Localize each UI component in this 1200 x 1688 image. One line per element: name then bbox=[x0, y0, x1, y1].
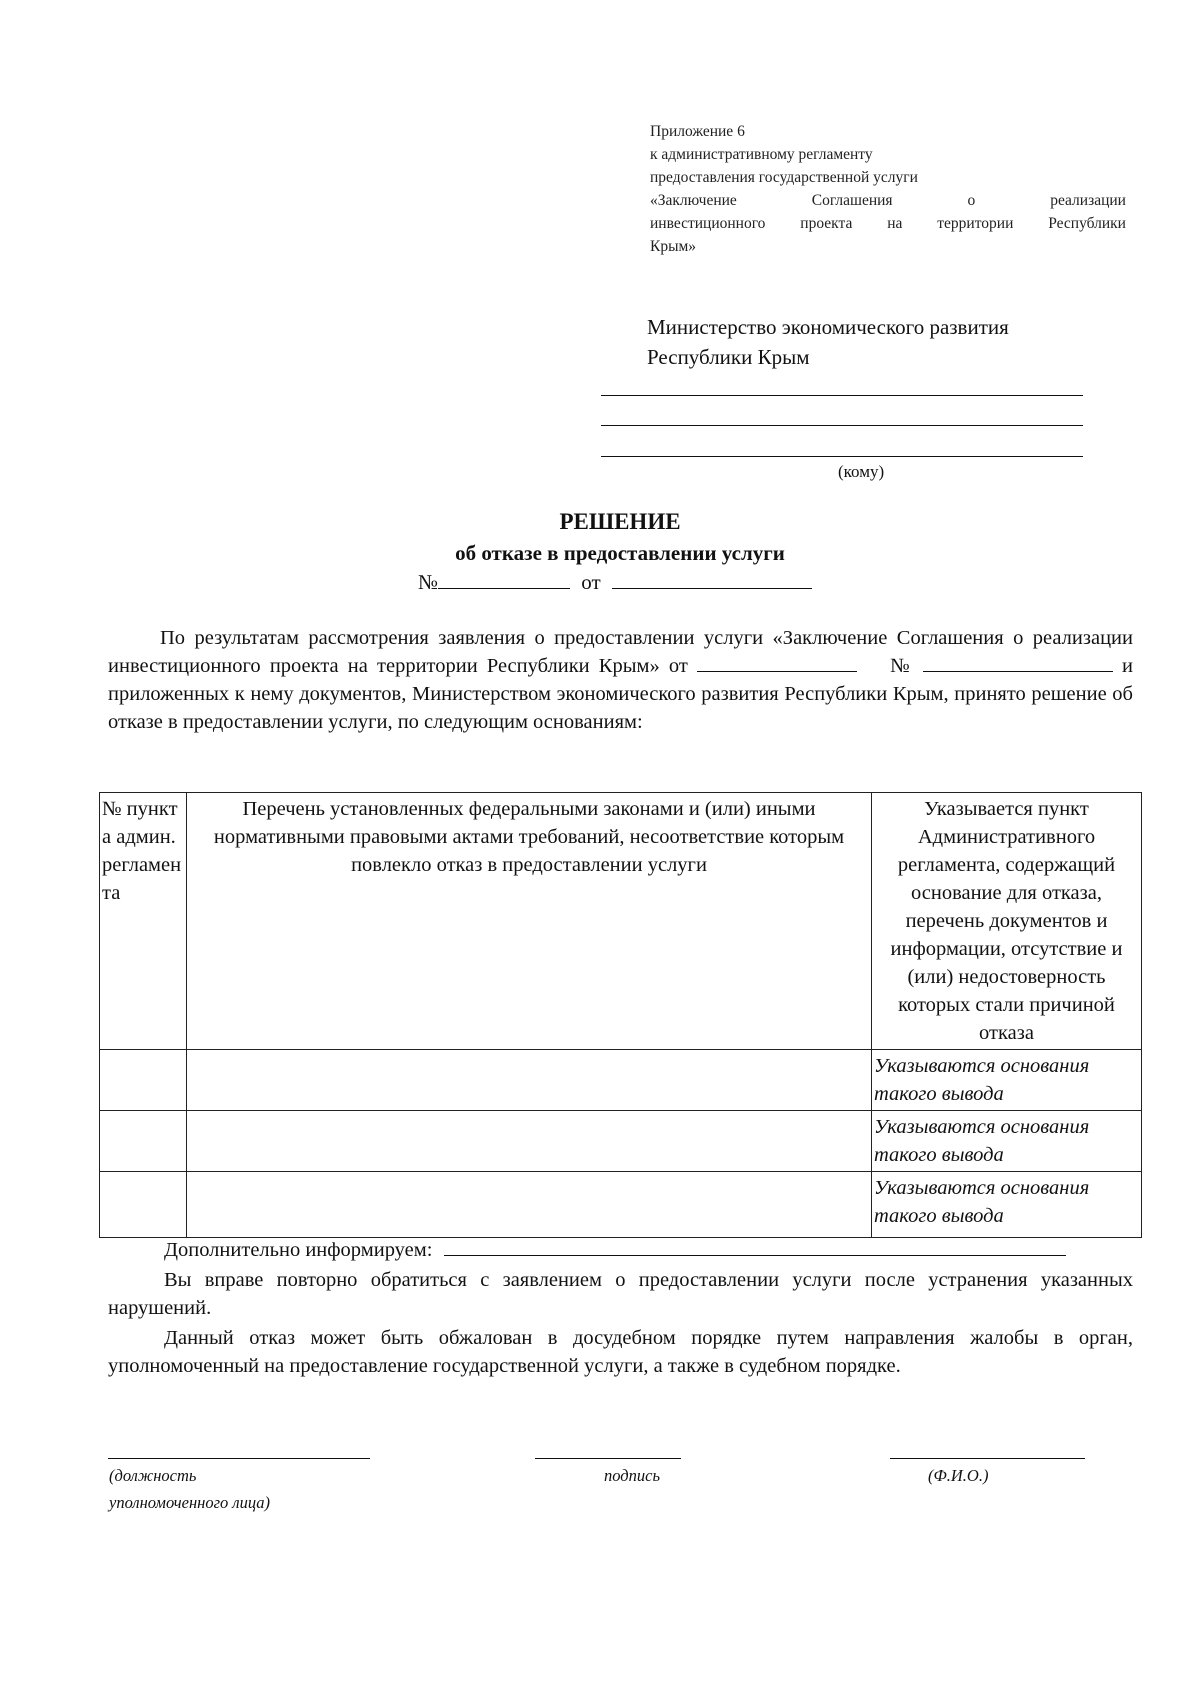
position-label-line: (должность bbox=[109, 1466, 197, 1485]
row-clause-number[interactable] bbox=[100, 1050, 187, 1111]
decision-date-blank[interactable] bbox=[612, 570, 812, 589]
appendix-word: территории bbox=[937, 215, 1014, 232]
table-row bbox=[100, 1050, 1142, 1111]
appendix-line: предоставления государственной услуги bbox=[650, 169, 918, 186]
appendix-line-justified bbox=[650, 189, 1126, 212]
row-requirement[interactable] bbox=[187, 1050, 872, 1111]
appendix-line: к административному регламенту bbox=[650, 146, 873, 163]
reapply-paragraph bbox=[108, 1266, 1133, 1322]
appendix-word: проекта bbox=[800, 215, 853, 232]
appendix-line: Крым» bbox=[650, 238, 697, 255]
appendix-line: Приложение 6 bbox=[650, 123, 745, 140]
name-label: (Ф.И.О.) bbox=[928, 1466, 989, 1485]
number-sign: № bbox=[418, 570, 439, 594]
row-grounds[interactable]: Указываются основания такого вывода bbox=[872, 1172, 1142, 1238]
recipient-blank-line[interactable] bbox=[601, 425, 1083, 426]
table-header-row bbox=[100, 793, 1142, 1050]
header-clause-number: № пункта админ. регламента bbox=[100, 793, 187, 1050]
reapply-text: Вы вправе повторно обратиться с заявлением о предоставлении услуги после устранения указанных нарушений. bbox=[108, 1269, 1133, 1319]
appendix-reference bbox=[650, 120, 1126, 258]
recipient-blank-line[interactable] bbox=[601, 456, 1083, 457]
document-title: РЕШЕНИЕ bbox=[559, 509, 681, 534]
row-requirement[interactable] bbox=[187, 1172, 872, 1238]
decision-number-blank[interactable] bbox=[438, 570, 570, 589]
appeal-paragraph bbox=[108, 1324, 1133, 1380]
row-grounds[interactable]: Указываются основания такого вывода bbox=[872, 1111, 1142, 1172]
table-row bbox=[100, 1111, 1142, 1172]
name-signature-line[interactable] bbox=[890, 1458, 1085, 1459]
appeal-text: Данный отказ может быть обжалован в досудебном порядке путем направления жалобы в орган, уполномоченный на предоставление государственной услуги, а также в судебном порядке. bbox=[108, 1327, 1133, 1377]
appendix-word: «Заключение bbox=[650, 192, 737, 209]
appendix-word: инвестиционного bbox=[650, 215, 766, 232]
row-clause-number[interactable] bbox=[100, 1172, 187, 1238]
appendix-line-justified bbox=[650, 212, 1126, 235]
decision-number-date bbox=[418, 570, 812, 595]
ministry-line: Республики Крым bbox=[647, 345, 810, 369]
position-label bbox=[109, 1462, 270, 1516]
header-requirements: Перечень установленных федеральными законами и (или) иными нормативными правовыми актами требований, несоответствие которым повлекло отказ в предоставлении услуги bbox=[187, 793, 872, 1050]
ministry-name bbox=[647, 312, 1009, 372]
table-row bbox=[100, 1172, 1142, 1238]
row-grounds[interactable]: Указываются основания такого вывода bbox=[872, 1050, 1142, 1111]
intro-text-part1: По результатам рассмотрения заявления о предоставлении услуги «Заключение Соглашения о реализации инвестиционного проекта на территории Республики Крым» от bbox=[108, 627, 1133, 677]
application-date-blank[interactable] bbox=[697, 655, 857, 672]
signature-label: подпись bbox=[604, 1466, 660, 1485]
intro-paragraph bbox=[108, 624, 1133, 736]
recipient-label: (кому) bbox=[838, 462, 885, 481]
additional-info-blank[interactable] bbox=[444, 1239, 1066, 1256]
header-grounds: Указывается пункт Административного регламента, содержащий основание для отказа, перечень документов и информации, отсутствие и (или) недостоверность которых стали причиной отказа bbox=[872, 793, 1142, 1050]
appendix-word: о bbox=[967, 192, 976, 209]
appendix-word: реализации bbox=[1050, 192, 1126, 209]
application-number-blank[interactable] bbox=[923, 655, 1113, 672]
row-clause-number[interactable] bbox=[100, 1111, 187, 1172]
application-number-sign: № bbox=[890, 655, 914, 677]
additional-info-label: Дополнительно информируем: bbox=[164, 1239, 433, 1261]
appendix-word: Республики bbox=[1048, 215, 1126, 232]
appendix-word: на bbox=[887, 215, 903, 232]
position-label-line: уполномоченного лица) bbox=[109, 1493, 271, 1512]
appendix-word: Соглашения bbox=[811, 192, 893, 209]
date-prefix: от bbox=[581, 570, 601, 594]
row-requirement[interactable] bbox=[187, 1111, 872, 1172]
additional-info bbox=[108, 1236, 1133, 1264]
ministry-line: Министерство экономического развития bbox=[647, 315, 1009, 339]
intro-text-part2: и приложенных к нему документов, Министерством экономического развития Республики Крым, принято решение об отказе в предоставлении услуги, по следующим основаниям: bbox=[108, 655, 1134, 733]
refusal-grounds-table bbox=[99, 792, 1142, 1238]
position-signature-line[interactable] bbox=[108, 1458, 370, 1459]
signature-line[interactable] bbox=[535, 1458, 681, 1459]
recipient-blank-line[interactable] bbox=[601, 395, 1083, 396]
document-subtitle: об отказе в предоставлении услуги bbox=[455, 541, 785, 565]
